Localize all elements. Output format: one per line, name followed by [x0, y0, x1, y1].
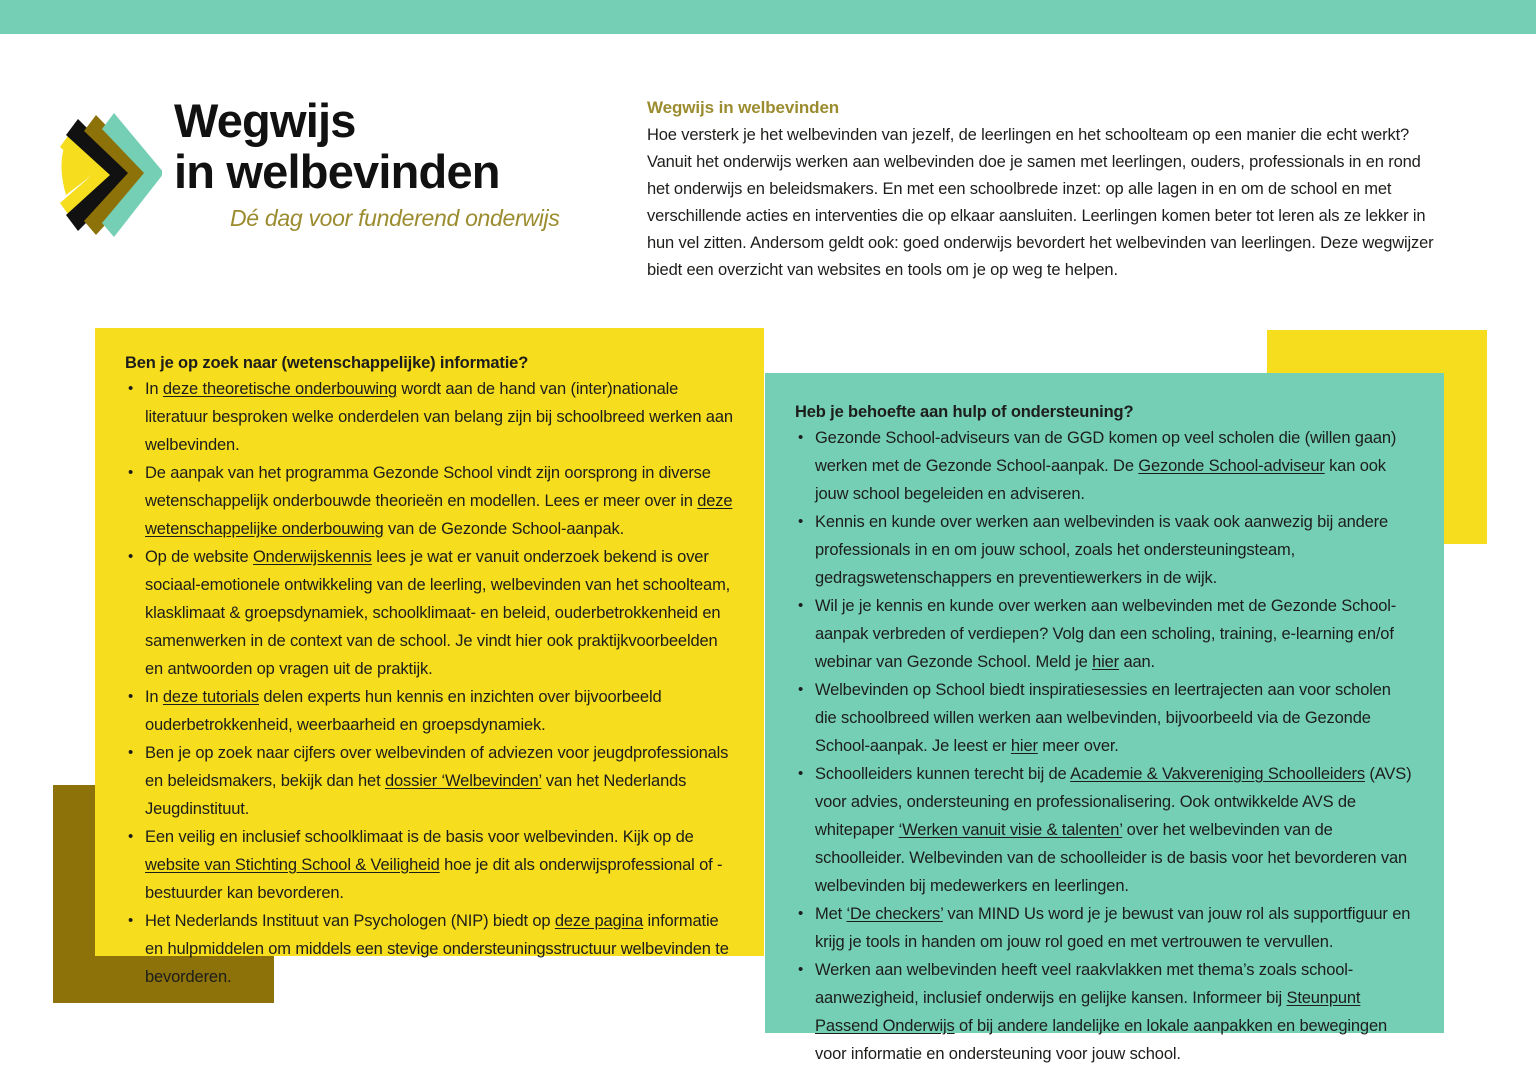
inline-link[interactable]: website van Stichting School & Veiligheid: [145, 856, 440, 874]
inline-link[interactable]: ‘De checkers’: [846, 905, 943, 923]
panel-information-list: [125, 375, 734, 991]
panel-support: [765, 373, 1444, 1063]
list-item: [795, 508, 1414, 592]
logo-tagline: Dé dag voor funderend onderwijs: [230, 205, 560, 231]
inline-text: In: [145, 380, 163, 398]
inline-text: Ben je op zoek naar cijfers over welbevinden of adviezen voor jeugdprofessionals en beleidsmakers, bekijk dan het: [145, 744, 729, 790]
list-item: [795, 956, 1414, 1068]
inline-link[interactable]: deze tutorials: [162, 688, 259, 706]
inline-link[interactable]: ‘Werken vanuit visie & talenten’: [898, 821, 1123, 839]
logo-line-1: Wegwijs: [174, 94, 356, 147]
inline-text: Op de website: [145, 548, 253, 566]
inline-link[interactable]: hier: [1010, 737, 1038, 755]
inline-text: Wil je je kennis en kunde over werken aan welbevinden met de Gezonde School-aanpak verbreden of verdiepen? Volg dan een scholing, training, e-learning en/of webinar van Gezonde School. Meld je: [815, 597, 1397, 671]
brand-logo: [52, 94, 560, 255]
inline-text: De aanpak van het programma Gezonde School vindt zijn oorsprong in diverse wetenschappelijk onderbouwde theorieën en modellen. Lees er meer over in: [145, 464, 711, 510]
panel-support-list: [795, 424, 1414, 1068]
panel-support-title: Heb je behoefte aan hulp of ondersteuning?: [795, 403, 1134, 421]
inline-text: meer over.: [1037, 737, 1119, 755]
inline-text: Het Nederlands Instituut van Psychologen (NIP) biedt op: [145, 912, 555, 930]
inline-text: Een veilig en inclusief schoolklimaat is de basis voor welbevinden. Kijk op de: [145, 828, 694, 846]
inline-link[interactable]: dossier ‘Welbevinden’: [384, 772, 542, 790]
inline-text: delen experts hun kennis en inzichten over bijvoorbeeld ouderbetrokkenheid, weerbaarheid en groepsdynamiek.: [145, 688, 662, 734]
panel-information-title: Ben je op zoek naar (wetenschappelijke) informatie?: [125, 354, 529, 372]
inline-link[interactable]: deze wetenschappelijke onderbouwing: [145, 492, 733, 538]
inline-text: van de Gezonde School-aanpak.: [383, 520, 625, 538]
panel-information: [95, 328, 764, 986]
list-item: [125, 543, 734, 683]
inline-text: lees je wat er vanuit onderzoek bekend is over sociaal-emotionele ontwikkeling van de leerling, welbevinden van het schoolteam, klasklimaat & groepsdynamiek, schoolklimaat- en beleid, ouderbetrokkenheid en samenwerken in de context van de school. Je vindt hier ook praktijkvoorbeelden en antwoorden op vragen uit de praktijk.: [145, 548, 731, 678]
inline-link[interactable]: Onderwijskennis: [252, 548, 372, 566]
list-item: [125, 459, 734, 543]
inline-link[interactable]: Steunpunt Passend Onderwijs: [815, 989, 1361, 1035]
list-item: [795, 676, 1414, 760]
inline-text: kan ook jouw school begeleiden en adviseren.: [815, 457, 1386, 503]
inline-text: Kennis en kunde over werken aan welbevinden is vaak ook aanwezig bij andere professionals in en om jouw school, zoals het ondersteuningsteam, gedragswetenschappers en preventiewerkers in de wijk.: [815, 513, 1389, 587]
inline-text: Gezonde School-adviseurs van de GGD komen op veel scholen die (willen gaan) werken met de Gezonde School-aanpak. De: [815, 429, 1397, 475]
inline-text: aan.: [1119, 653, 1155, 671]
inline-text: informatie en hulpmiddelen om middels een stevige ondersteuningsstructuur welbevinden te bevorderen.: [145, 912, 729, 986]
inline-text: hoe je dit als onderwijsprofessional of -bestuurder kan bevorderen.: [145, 856, 723, 902]
inline-text: van het Nederlands Jeugdinstituut.: [145, 772, 687, 818]
inline-link[interactable]: deze pagina: [554, 912, 644, 930]
inline-text: over het welbevinden van de schoolleider. Welbevinden van de schoolleider is de basis voor het bevorderen van welbevinden bij medewerkers en leerlingen.: [815, 821, 1408, 895]
inline-link[interactable]: hier: [1092, 653, 1120, 671]
inline-text: Schoolleiders kunnen terecht bij de: [815, 765, 1071, 783]
list-item: [795, 592, 1414, 676]
logo-line-2: in welbevinden: [174, 145, 500, 198]
list-item: [795, 424, 1414, 508]
inline-text: Welbevinden op School biedt inspiratiesessies en leertrajecten aan voor scholen die schoolbreed willen werken aan welbevinden, bijvoorbeeld via de Gezonde School-aanpak. Je leest er: [815, 681, 1391, 755]
list-item: [125, 739, 734, 823]
inline-text: Werken aan welbevinden heeft veel raakvlakken met thema’s zoals school-aanwezigheid, inclusief onderwijs en gelijke kansen. Informeer bij: [815, 961, 1354, 1007]
inline-text: In: [145, 688, 163, 706]
intro-body: Hoe versterk je het welbevinden van jezelf, de leerlingen en het schoolteam op een manier die echt werkt? Vanuit het onderwijs werken aan welbevinden doe je samen met leerlingen, ouders, professionals in en rond het onderwijs en beleidsmakers. En met een schoolbrede inzet: op alle lagen in en om de school en met verschillende acties en interventies die op elkaar aansluiten. Leerlingen komen beter tot leren als ze lekker in hun vel zitten. Andersom geldt ook: goed onderwijs bevordert het welbevinden van leerlingen. Deze wegwijzer biedt een overzicht van websites en tools om je op weg te helpen.: [647, 126, 1434, 279]
inline-text: (AVS) voor advies, ondersteuning en professionalisering. Ook ontwikkelde AVS de whitepaper: [815, 765, 1412, 839]
inline-link[interactable]: Gezonde School-adviseur: [1138, 457, 1325, 475]
inline-text: of bij andere landelijke en lokale aanpakken en bewegingen voor informatie en ondersteuning voor jouw school.: [815, 1017, 1388, 1063]
inline-link[interactable]: deze theoretische onderbouwing: [162, 380, 397, 398]
list-item: [795, 900, 1414, 956]
list-item: [125, 823, 734, 907]
list-item: [125, 907, 734, 991]
list-item: [795, 760, 1414, 900]
list-item: [125, 683, 734, 739]
intro-title: Wegwijs in welbevinden: [647, 98, 840, 117]
logo-wordmark: [174, 95, 574, 232]
top-accent-bar: [0, 0, 1536, 34]
chevron-arrow-icon: [52, 103, 162, 248]
inline-text: wordt aan de hand van (inter)nationale literatuur besproken welke onderdelen van belang zijn bij schoolbreed werken aan welbevinden.: [145, 380, 733, 454]
inline-text: van MIND Us word je je bewust van jouw rol als supportfiguur en krijg je tools in handen om jouw rol goed en met vertrouwen te vervullen.: [815, 905, 1411, 951]
list-item: [125, 375, 734, 459]
intro-block: [647, 98, 1447, 284]
inline-link[interactable]: Academie & Vakvereniging Schoolleiders: [1070, 765, 1365, 783]
inline-text: Met: [815, 905, 847, 923]
